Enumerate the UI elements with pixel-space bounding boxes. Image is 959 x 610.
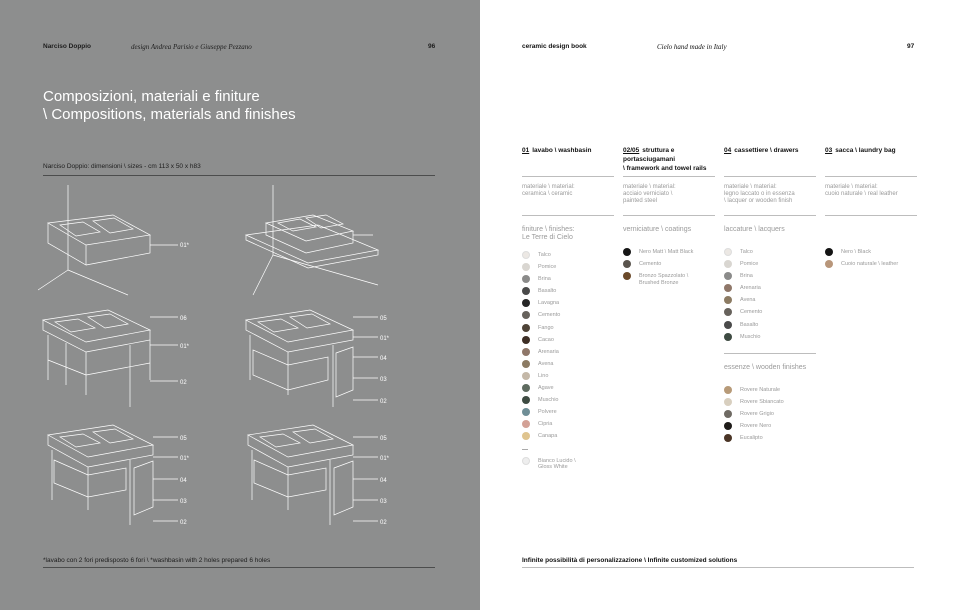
swatch-label: Bronzo Spazzolato \ Brushed Bronze (639, 273, 689, 286)
page-number-left: 96 (428, 43, 436, 50)
callout-d6-2: 04 (380, 478, 387, 484)
callout-d1-0: 01* (180, 243, 190, 249)
swatch-label: Rovere Naturale (740, 386, 781, 393)
swatch-label: Fango (538, 324, 554, 331)
swatch-cemento (522, 311, 614, 323)
technical-drawings (38, 185, 438, 535)
swatch-label: Basalto (740, 321, 759, 328)
book-name: ceramic design book (522, 43, 587, 50)
callout-d5-0: 05 (180, 436, 187, 442)
swatch-dot (522, 432, 530, 440)
swatch-label: Cuoio naturale \ leather (841, 261, 899, 268)
swatch-label: Canapa (538, 433, 558, 440)
swatch-dot (825, 248, 833, 256)
swatch-label: Cemento (639, 261, 662, 268)
swatch-brina (522, 275, 614, 287)
column-number: 03 (825, 147, 833, 154)
finish-column-04 (724, 146, 816, 446)
product-name: Narciso Doppio (43, 43, 92, 50)
swatch-muschio (724, 333, 816, 345)
swatch-dot (522, 263, 530, 271)
swatch-rovere-nero (724, 422, 816, 434)
drawing-countertop-basin (246, 185, 378, 295)
swatch-lino (522, 372, 614, 384)
swatch-dot (522, 420, 530, 428)
swatch-dot (522, 287, 530, 295)
dimensions-rule (43, 175, 435, 176)
swatch-label: Muschio (538, 397, 559, 404)
swatch-muschio (522, 396, 614, 408)
swatch-label: Brina (538, 276, 551, 283)
swatch-label: Brina (740, 273, 753, 280)
column-title: sacca \ laundry bag (835, 147, 896, 154)
callout-d3-0: 06 (180, 316, 187, 322)
swatch-label: Nero \ Black (841, 249, 871, 255)
swatch-dot (522, 372, 530, 380)
column-number: 02/05 (623, 147, 640, 154)
swatch-label: Avena (740, 297, 756, 304)
swatch-dot (522, 311, 530, 319)
swatch-label: Eucalipto (740, 435, 763, 442)
callout-d5-2: 04 (180, 478, 187, 484)
swatch-dot (623, 248, 631, 256)
swatch-dot (522, 408, 530, 416)
swatch-bianco-lucido (522, 457, 614, 476)
section-title: verniciature \ coatings (623, 226, 692, 233)
swatch-dot (522, 275, 530, 283)
page-number-right: 97 (907, 43, 915, 50)
callout-d5-4: 02 (180, 520, 187, 526)
swatch-polvere (522, 408, 614, 420)
right-page (480, 0, 959, 610)
swatch-label: Cemento (538, 312, 561, 319)
swatch-dot (724, 333, 732, 341)
drawings-svg (38, 185, 438, 535)
swatch-label: Agave (538, 385, 554, 392)
material-text: materiale \ material: acciaio verniciato \ painted steel (623, 184, 676, 204)
swatch-dot (724, 422, 732, 430)
swatch-arenaria (724, 284, 816, 296)
swatch-label: Rovere Nero (740, 423, 772, 430)
swatch-dot (623, 272, 631, 280)
callout-d3-1: 01* (180, 344, 190, 350)
swatch-dot (724, 410, 732, 418)
swatch-label: Bianco Lucido \ Gloss White (538, 457, 576, 470)
callout-d3-2: 02 (180, 380, 187, 386)
swatch-dot (522, 457, 530, 465)
swatch-separator (522, 449, 528, 450)
swatch-avena (522, 360, 614, 372)
callout-d4-3: 03 (380, 377, 387, 383)
callout-d4-0: 05 (380, 316, 387, 322)
title-line-2: \ Compositions, materials and finishes (43, 106, 296, 123)
swatch-eucalipto (724, 434, 816, 446)
tagline: Cielo hand made in Italy (657, 43, 727, 51)
footer-rule (522, 567, 914, 568)
callout-d4-1: 01* (380, 336, 390, 342)
column-rule (724, 353, 816, 354)
column-rule (724, 215, 816, 216)
swatch-label: Basalto (538, 288, 557, 295)
design-credit: design Andrea Parisio e Giuseppe Pezzano (131, 43, 252, 51)
title-line-1: Composizioni, materiali e finiture (43, 88, 260, 105)
swatch-cemento (724, 308, 816, 320)
swatch-dot (724, 260, 732, 268)
swatch-dot (522, 336, 530, 344)
swatch-label: Cemento (740, 309, 763, 316)
section-title: finiture \ finishes: Le Terre di Cielo (522, 226, 575, 241)
column-heading (825, 146, 917, 176)
finish-column-03 (825, 146, 917, 272)
customization-footer: Infinite possibilità di personalizzazione \ Infinite customized solutions (522, 557, 738, 564)
swatch-label: Lavagna (538, 300, 560, 307)
material-text: materiale \ material: legno laccato o in essenza \ lacquer or wooden finish (724, 184, 795, 204)
section-title-wooden: essenze \ wooden finishes (724, 363, 807, 371)
callout-d5-3: 03 (180, 499, 187, 505)
swatch-label: Pomice (740, 261, 759, 268)
swatch-arenaria (522, 348, 614, 360)
swatch-label: Lino (538, 372, 549, 379)
swatch-label: Talco (740, 249, 753, 255)
drawing-basin-drawer-frame (48, 425, 178, 525)
swatch-label: Rovere Grigio (740, 410, 774, 417)
swatch-dot (522, 360, 530, 368)
drawing-frame-basin (43, 310, 178, 407)
swatch-nero-black (825, 248, 917, 260)
swatch-dot (724, 296, 732, 304)
column-rule (623, 215, 715, 216)
footnote-rule (43, 567, 435, 568)
column-heading (522, 146, 614, 176)
swatch-lavagna (522, 299, 614, 311)
swatch-dot (724, 398, 732, 406)
swatch-label: Nero Matt \ Matt Black (639, 249, 694, 255)
callout-d6-3: 03 (380, 499, 387, 505)
swatch-label: Muschio (740, 333, 761, 340)
swatch-cipria (522, 420, 614, 432)
material-text: materiale \ material: cuoio naturale \ real leather (825, 184, 898, 197)
swatch-label: Arenaria (538, 348, 559, 355)
column-number: 01 (522, 147, 530, 154)
swatch-dot (724, 321, 732, 329)
swatch-rovere-grigio (724, 410, 816, 422)
footnote: *lavabo con 2 fori predisposto 6 fori \ *washbasin with 2 holes prepared 6 holes (43, 557, 271, 564)
swatch-basalto (522, 287, 614, 299)
swatch-dot (522, 324, 530, 332)
swatch-dot (724, 284, 732, 292)
swatch-dot (724, 434, 732, 442)
swatch-agave (522, 384, 614, 396)
column-rule (825, 215, 917, 216)
swatch-talco (724, 248, 816, 260)
swatch-rovere-sbiancato (724, 398, 816, 410)
swatch-cemento (623, 260, 715, 272)
swatch-rovere-naturale (724, 386, 816, 398)
finish-column-02-05 (623, 146, 715, 291)
swatch-label: Cipria (538, 421, 553, 428)
swatch-dot (522, 384, 530, 392)
swatch-talco (522, 251, 614, 263)
swatch-cuoio-naturale-leather (825, 260, 917, 272)
drawing-wall-basin (38, 185, 178, 295)
swatch-dot (522, 299, 530, 307)
drawing-basin-drawer-bag (246, 310, 378, 407)
drawing-basin-full (248, 425, 378, 525)
column-rule (522, 215, 614, 216)
swatch-brina (724, 272, 816, 284)
section-title: laccature \ lacquers (724, 226, 785, 233)
finish-column-01 (522, 146, 614, 476)
callout-d6-0: 05 (380, 436, 387, 442)
swatch-label: Pomice (538, 264, 557, 271)
swatch-dot (724, 272, 732, 280)
swatch-avena (724, 296, 816, 308)
swatch-label: Cacao (538, 336, 554, 343)
callout-d6-4: 02 (380, 520, 387, 526)
swatch-dot (724, 308, 732, 316)
swatch-dot (825, 260, 833, 268)
swatch-label: Avena (538, 360, 554, 367)
swatch-dot (522, 396, 530, 404)
swatch-cacao (522, 336, 614, 348)
swatch-label: Talco (538, 252, 551, 258)
callout-d4-2: 04 (380, 356, 387, 362)
column-heading (724, 146, 816, 176)
section-title (825, 226, 917, 234)
dimensions-label: Narciso Doppio: dimensioni \ sizes - cm 113 x 50 x h83 (43, 163, 201, 170)
swatch-label: Arenaria (740, 285, 761, 292)
column-title: cassettiere \ drawers (734, 147, 799, 154)
swatch-dot (522, 251, 530, 259)
column-title: lavabo \ washbasin (532, 147, 592, 154)
callout-d4-4: 02 (380, 399, 387, 405)
page-title (43, 88, 296, 124)
callout-d5-1: 01* (180, 456, 190, 462)
swatch-bronzo-spazzolato (623, 272, 715, 291)
callout-d6-1: 01* (380, 456, 390, 462)
swatch-nero-matt-matt-black (623, 248, 715, 260)
swatch-fango (522, 324, 614, 336)
swatch-dot (724, 386, 732, 394)
swatch-dot (724, 248, 732, 256)
swatch-dot (522, 348, 530, 356)
swatch-pomice (724, 260, 816, 272)
swatch-pomice (522, 263, 614, 275)
column-number: 04 (724, 147, 732, 154)
swatch-basalto (724, 321, 816, 333)
swatch-canapa (522, 432, 614, 444)
swatch-label: Polvere (538, 409, 557, 416)
material-text: materiale \ material: ceramica \ ceramic (522, 184, 575, 197)
column-heading (623, 146, 715, 176)
column-title: struttura e portasciugamani \ framework and towel rails (623, 147, 707, 172)
swatch-dot (623, 260, 631, 268)
swatch-label: Rovere Sbiancato (740, 398, 784, 405)
